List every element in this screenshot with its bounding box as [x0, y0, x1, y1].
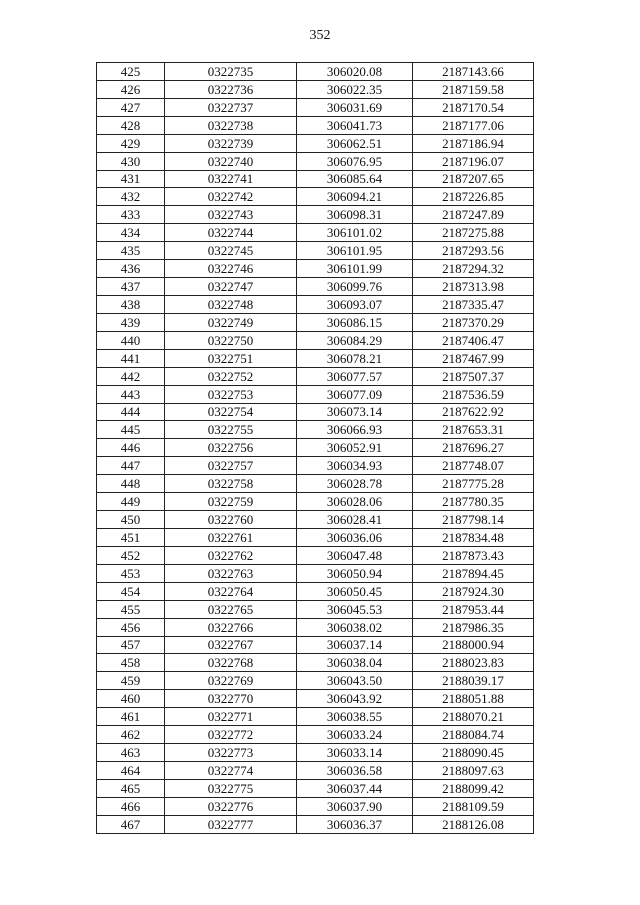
table-row	[97, 116, 534, 134]
table-row	[97, 815, 534, 833]
row-index-cell: 442	[97, 367, 165, 385]
table-row	[97, 600, 534, 618]
table-row	[97, 636, 534, 654]
x-coordinate-cell: 306101.99	[297, 260, 413, 278]
row-index-cell: 465	[97, 779, 165, 797]
table-row	[97, 475, 534, 493]
row-index-cell: 463	[97, 744, 165, 762]
point-id-cell: 0322746	[165, 260, 297, 278]
x-coordinate-cell: 306033.24	[297, 726, 413, 744]
row-index-cell: 427	[97, 98, 165, 116]
x-coordinate-cell: 306037.14	[297, 636, 413, 654]
row-index-cell: 431	[97, 170, 165, 188]
row-index-cell: 459	[97, 672, 165, 690]
row-index-cell: 435	[97, 242, 165, 260]
point-id-cell: 0322744	[165, 224, 297, 242]
x-coordinate-cell: 306073.14	[297, 403, 413, 421]
x-coordinate-cell: 306033.14	[297, 744, 413, 762]
row-index-cell: 461	[97, 708, 165, 726]
point-id-cell: 0322741	[165, 170, 297, 188]
y-coordinate-cell: 2187798.14	[413, 511, 534, 529]
table-row	[97, 349, 534, 367]
x-coordinate-cell: 306041.73	[297, 116, 413, 134]
y-coordinate-cell: 2188109.59	[413, 797, 534, 815]
table-row	[97, 672, 534, 690]
table-row	[97, 134, 534, 152]
table-row	[97, 242, 534, 260]
y-coordinate-cell: 2187226.85	[413, 188, 534, 206]
x-coordinate-cell: 306020.08	[297, 63, 413, 81]
x-coordinate-cell: 306093.07	[297, 295, 413, 313]
point-id-cell: 0322754	[165, 403, 297, 421]
table-row	[97, 511, 534, 529]
x-coordinate-cell: 306050.94	[297, 564, 413, 582]
x-coordinate-cell: 306099.76	[297, 278, 413, 296]
y-coordinate-cell: 2187406.47	[413, 331, 534, 349]
row-index-cell: 450	[97, 511, 165, 529]
table-row	[97, 654, 534, 672]
point-id-cell: 0322748	[165, 295, 297, 313]
y-coordinate-cell: 2187953.44	[413, 600, 534, 618]
y-coordinate-cell: 2187159.58	[413, 80, 534, 98]
table-row	[97, 457, 534, 475]
point-id-cell: 0322774	[165, 761, 297, 779]
y-coordinate-cell: 2187294.32	[413, 260, 534, 278]
row-index-cell: 432	[97, 188, 165, 206]
y-coordinate-cell: 2187924.30	[413, 582, 534, 600]
point-id-cell: 0322773	[165, 744, 297, 762]
row-index-cell: 453	[97, 564, 165, 582]
point-id-cell: 0322750	[165, 331, 297, 349]
point-id-cell: 0322749	[165, 313, 297, 331]
x-coordinate-cell: 306022.35	[297, 80, 413, 98]
table-row	[97, 726, 534, 744]
y-coordinate-cell: 2187207.65	[413, 170, 534, 188]
row-index-cell: 454	[97, 582, 165, 600]
y-coordinate-cell: 2187313.98	[413, 278, 534, 296]
y-coordinate-cell: 2187834.48	[413, 528, 534, 546]
row-index-cell: 434	[97, 224, 165, 242]
x-coordinate-cell: 306066.93	[297, 421, 413, 439]
x-coordinate-cell: 306028.41	[297, 511, 413, 529]
table-row	[97, 188, 534, 206]
x-coordinate-cell: 306038.04	[297, 654, 413, 672]
table-row	[97, 439, 534, 457]
point-id-cell: 0322751	[165, 349, 297, 367]
table-row	[97, 295, 534, 313]
point-id-cell: 0322772	[165, 726, 297, 744]
point-id-cell: 0322763	[165, 564, 297, 582]
row-index-cell: 458	[97, 654, 165, 672]
x-coordinate-cell: 306038.55	[297, 708, 413, 726]
row-index-cell: 436	[97, 260, 165, 278]
point-id-cell: 0322755	[165, 421, 297, 439]
point-id-cell: 0322759	[165, 493, 297, 511]
point-id-cell: 0322745	[165, 242, 297, 260]
row-index-cell: 464	[97, 761, 165, 779]
table-row	[97, 152, 534, 170]
x-coordinate-cell: 306043.92	[297, 690, 413, 708]
x-coordinate-cell: 306062.51	[297, 134, 413, 152]
point-id-cell: 0322757	[165, 457, 297, 475]
row-index-cell: 449	[97, 493, 165, 511]
point-id-cell: 0322743	[165, 206, 297, 224]
y-coordinate-cell: 2187748.07	[413, 457, 534, 475]
row-index-cell: 448	[97, 475, 165, 493]
x-coordinate-cell: 306038.02	[297, 618, 413, 636]
x-coordinate-cell: 306028.06	[297, 493, 413, 511]
x-coordinate-cell: 306036.37	[297, 815, 413, 833]
coordinates-table-body	[97, 63, 534, 834]
x-coordinate-cell: 306028.78	[297, 475, 413, 493]
table-row	[97, 80, 534, 98]
row-index-cell: 456	[97, 618, 165, 636]
y-coordinate-cell: 2187293.56	[413, 242, 534, 260]
y-coordinate-cell: 2188051.88	[413, 690, 534, 708]
point-id-cell: 0322753	[165, 385, 297, 403]
point-id-cell: 0322760	[165, 511, 297, 529]
y-coordinate-cell: 2187177.06	[413, 116, 534, 134]
x-coordinate-cell: 306036.06	[297, 528, 413, 546]
point-id-cell: 0322765	[165, 600, 297, 618]
row-index-cell: 440	[97, 331, 165, 349]
table-row	[97, 224, 534, 242]
point-id-cell: 0322752	[165, 367, 297, 385]
table-row	[97, 331, 534, 349]
y-coordinate-cell: 2187186.94	[413, 134, 534, 152]
row-index-cell: 452	[97, 546, 165, 564]
row-index-cell: 451	[97, 528, 165, 546]
x-coordinate-cell: 306078.21	[297, 349, 413, 367]
table-row	[97, 367, 534, 385]
point-id-cell: 0322739	[165, 134, 297, 152]
x-coordinate-cell: 306077.57	[297, 367, 413, 385]
point-id-cell: 0322770	[165, 690, 297, 708]
point-id-cell: 0322771	[165, 708, 297, 726]
x-coordinate-cell: 306047.48	[297, 546, 413, 564]
y-coordinate-cell: 2188000.94	[413, 636, 534, 654]
table-row	[97, 63, 534, 81]
x-coordinate-cell: 306077.09	[297, 385, 413, 403]
y-coordinate-cell: 2187894.45	[413, 564, 534, 582]
row-index-cell: 428	[97, 116, 165, 134]
y-coordinate-cell: 2187775.28	[413, 475, 534, 493]
y-coordinate-cell: 2188126.08	[413, 815, 534, 833]
table-row	[97, 421, 534, 439]
row-index-cell: 455	[97, 600, 165, 618]
point-id-cell: 0322736	[165, 80, 297, 98]
row-index-cell: 457	[97, 636, 165, 654]
x-coordinate-cell: 306045.53	[297, 600, 413, 618]
table-row	[97, 528, 534, 546]
y-coordinate-cell: 2188084.74	[413, 726, 534, 744]
x-coordinate-cell: 306086.15	[297, 313, 413, 331]
point-id-cell: 0322776	[165, 797, 297, 815]
y-coordinate-cell: 2187143.66	[413, 63, 534, 81]
row-index-cell: 433	[97, 206, 165, 224]
y-coordinate-cell: 2187335.47	[413, 295, 534, 313]
point-id-cell: 0322737	[165, 98, 297, 116]
row-index-cell: 426	[97, 80, 165, 98]
point-id-cell: 0322762	[165, 546, 297, 564]
page-number: 352	[309, 28, 331, 43]
point-id-cell: 0322756	[165, 439, 297, 457]
x-coordinate-cell: 306094.21	[297, 188, 413, 206]
row-index-cell: 460	[97, 690, 165, 708]
row-index-cell: 437	[97, 278, 165, 296]
table-row	[97, 797, 534, 815]
table-row	[97, 403, 534, 421]
row-index-cell: 439	[97, 313, 165, 331]
x-coordinate-cell: 306052.91	[297, 439, 413, 457]
table-row	[97, 779, 534, 797]
x-coordinate-cell: 306098.31	[297, 206, 413, 224]
y-coordinate-cell: 2187986.35	[413, 618, 534, 636]
point-id-cell: 0322735	[165, 63, 297, 81]
table-row	[97, 744, 534, 762]
x-coordinate-cell: 306036.58	[297, 761, 413, 779]
y-coordinate-cell: 2187653.31	[413, 421, 534, 439]
table-row	[97, 708, 534, 726]
y-coordinate-cell: 2187196.07	[413, 152, 534, 170]
point-id-cell: 0322758	[165, 475, 297, 493]
row-index-cell: 443	[97, 385, 165, 403]
row-index-cell: 444	[97, 403, 165, 421]
row-index-cell: 466	[97, 797, 165, 815]
x-coordinate-cell: 306050.45	[297, 582, 413, 600]
point-id-cell: 0322742	[165, 188, 297, 206]
row-index-cell: 462	[97, 726, 165, 744]
table-row	[97, 493, 534, 511]
point-id-cell: 0322769	[165, 672, 297, 690]
x-coordinate-cell: 306031.69	[297, 98, 413, 116]
point-id-cell: 0322775	[165, 779, 297, 797]
table-row	[97, 564, 534, 582]
point-id-cell: 0322767	[165, 636, 297, 654]
x-coordinate-cell: 306034.93	[297, 457, 413, 475]
point-id-cell: 0322738	[165, 116, 297, 134]
y-coordinate-cell: 2188023.83	[413, 654, 534, 672]
row-index-cell: 441	[97, 349, 165, 367]
table-row	[97, 313, 534, 331]
table-row	[97, 582, 534, 600]
y-coordinate-cell: 2187370.29	[413, 313, 534, 331]
y-coordinate-cell: 2187622.92	[413, 403, 534, 421]
y-coordinate-cell: 2187170.54	[413, 98, 534, 116]
point-id-cell: 0322761	[165, 528, 297, 546]
row-index-cell: 438	[97, 295, 165, 313]
y-coordinate-cell: 2187536.59	[413, 385, 534, 403]
table-row	[97, 761, 534, 779]
table-row	[97, 385, 534, 403]
y-coordinate-cell: 2188099.42	[413, 779, 534, 797]
row-index-cell: 446	[97, 439, 165, 457]
point-id-cell: 0322747	[165, 278, 297, 296]
row-index-cell: 430	[97, 152, 165, 170]
y-coordinate-cell: 2187247.89	[413, 206, 534, 224]
table-row	[97, 278, 534, 296]
row-index-cell: 447	[97, 457, 165, 475]
point-id-cell: 0322766	[165, 618, 297, 636]
y-coordinate-cell: 2187275.88	[413, 224, 534, 242]
row-index-cell: 425	[97, 63, 165, 81]
x-coordinate-cell: 306037.90	[297, 797, 413, 815]
y-coordinate-cell: 2188097.63	[413, 761, 534, 779]
row-index-cell: 467	[97, 815, 165, 833]
table-row	[97, 690, 534, 708]
point-id-cell: 0322740	[165, 152, 297, 170]
table-row	[97, 98, 534, 116]
x-coordinate-cell: 306101.02	[297, 224, 413, 242]
table-row	[97, 170, 534, 188]
y-coordinate-cell: 2187780.35	[413, 493, 534, 511]
x-coordinate-cell: 306043.50	[297, 672, 413, 690]
y-coordinate-cell: 2187507.37	[413, 367, 534, 385]
row-index-cell: 429	[97, 134, 165, 152]
y-coordinate-cell: 2187467.99	[413, 349, 534, 367]
y-coordinate-cell: 2187696.27	[413, 439, 534, 457]
point-id-cell: 0322777	[165, 815, 297, 833]
x-coordinate-cell: 306085.64	[297, 170, 413, 188]
y-coordinate-cell: 2188090.45	[413, 744, 534, 762]
y-coordinate-cell: 2188070.21	[413, 708, 534, 726]
row-index-cell: 445	[97, 421, 165, 439]
table-row	[97, 546, 534, 564]
y-coordinate-cell: 2187873.43	[413, 546, 534, 564]
coordinates-table	[96, 62, 534, 834]
x-coordinate-cell: 306037.44	[297, 779, 413, 797]
x-coordinate-cell: 306084.29	[297, 331, 413, 349]
x-coordinate-cell: 306101.95	[297, 242, 413, 260]
table-row	[97, 206, 534, 224]
point-id-cell: 0322764	[165, 582, 297, 600]
table-row	[97, 618, 534, 636]
x-coordinate-cell: 306076.95	[297, 152, 413, 170]
point-id-cell: 0322768	[165, 654, 297, 672]
table-row	[97, 260, 534, 278]
y-coordinate-cell: 2188039.17	[413, 672, 534, 690]
